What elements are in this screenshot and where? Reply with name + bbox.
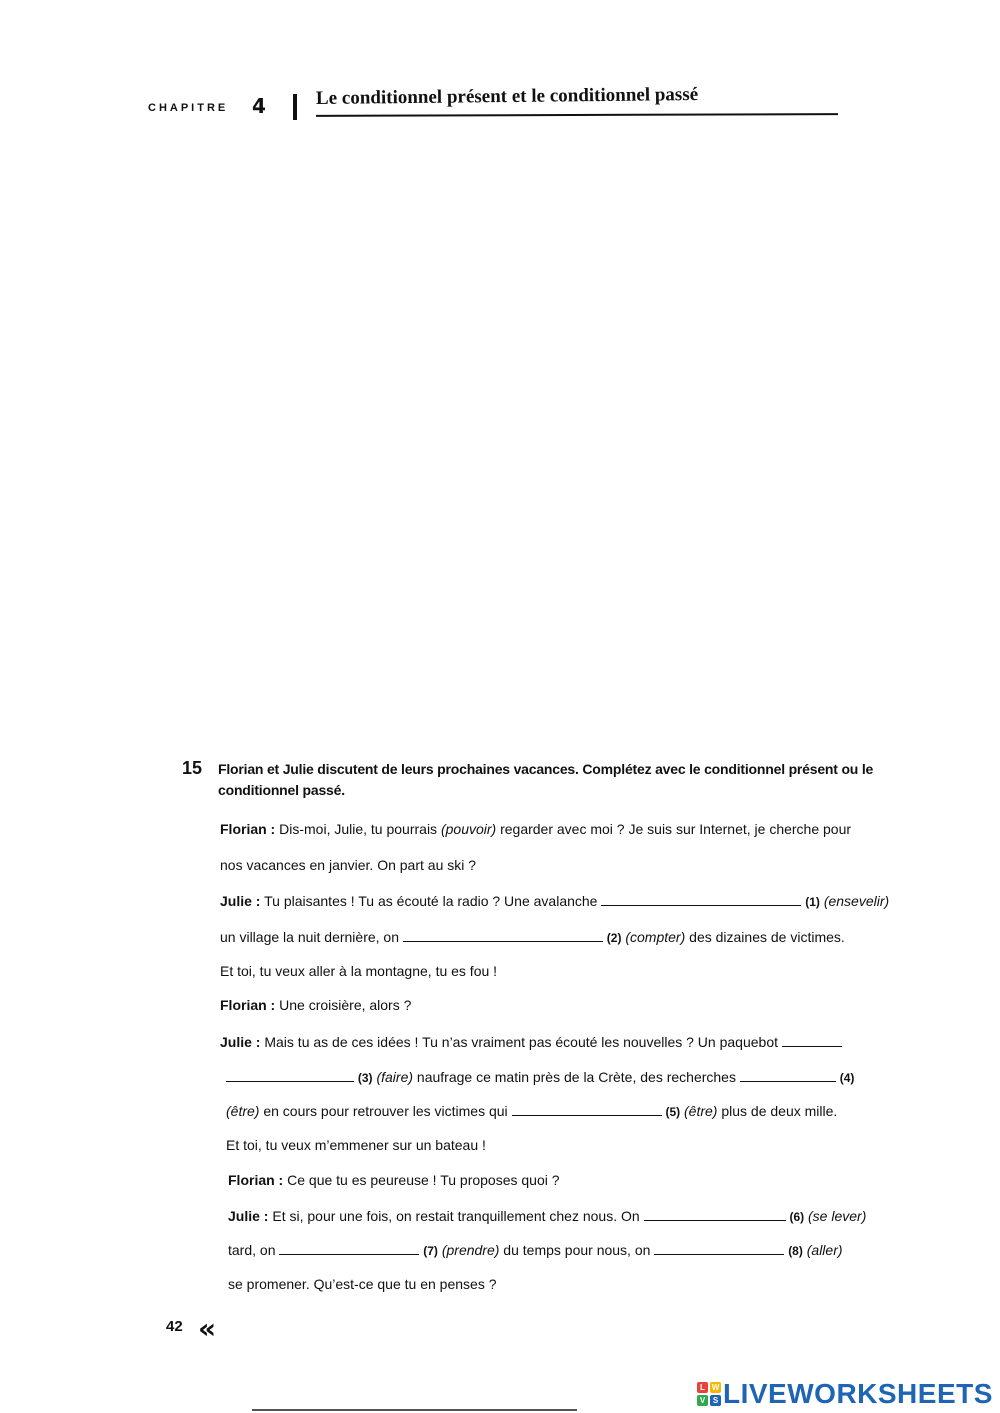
speaker-florian: Florian :	[220, 821, 276, 837]
answer-blank-2[interactable]	[403, 931, 603, 942]
dialogue-line-7: Julie : Mais tu as de ces idées ! Tu n’as vraiment pas écouté les nouvelles ? Un paquebot	[220, 1033, 842, 1051]
dialogue-line-12: Julie : Et si, pour une fois, on restait tranquillement chez nous. On (6) (se lever)	[228, 1208, 867, 1224]
answer-blank-5[interactable]	[512, 1105, 662, 1116]
chapter-label: CHAPITRE	[148, 102, 229, 114]
page-number: 42	[166, 1318, 183, 1335]
header-divider	[293, 94, 297, 120]
verb-hint: (être)	[226, 1103, 260, 1119]
verb-hint: (se lever)	[808, 1208, 867, 1224]
answer-blank-4[interactable]	[740, 1071, 836, 1082]
answer-blank-1[interactable]	[601, 895, 801, 906]
dialogue-line-10: Et toi, tu veux m’emmener sur un bateau !	[226, 1137, 486, 1153]
dialogue-line-2: nos vacances en janvier. On part au ski ?	[220, 857, 477, 873]
dialogue-line-9: (être) en cours pour retrouver les victimes qui (5) (être) plus de deux mille.	[226, 1103, 838, 1119]
dialogue-line-1: Florian : Dis-moi, Julie, tu pourrais (pouvoir) regarder avec moi ? Je suis sur Internet, je cherche pour	[220, 821, 852, 837]
chevron-left-icon: «	[198, 1312, 217, 1345]
answer-blank-6[interactable]	[644, 1210, 786, 1221]
bottom-rule	[252, 1409, 577, 1411]
answer-blank-3b[interactable]	[226, 1071, 354, 1082]
liveworksheets-brand	[697, 1378, 993, 1410]
chapter-number: 4	[252, 94, 266, 118]
speaker-julie: Julie :	[220, 1034, 261, 1050]
verb-hint: (faire)	[376, 1069, 414, 1085]
verb-hint: (aller)	[806, 1242, 843, 1258]
dialogue-line-5: Et toi, tu veux aller à la montagne, tu es fou !	[220, 963, 498, 979]
dialogue-line-8: (3) (faire) naufrage ce matin près de la Crète, des recherches (4)	[226, 1068, 854, 1087]
page-footer	[166, 1312, 217, 1345]
verb-hint: (ensevelir)	[823, 893, 890, 909]
dialogue-line-4: un village la nuit dernière, on (2) (compter) des dizaines de victimes.	[220, 929, 845, 945]
speaker-julie: Julie :	[220, 893, 261, 909]
dialogue-line-13: tard, on (7) (prendre) du temps pour nous, on (8) (aller)	[228, 1242, 843, 1258]
answer-blank-8[interactable]	[654, 1244, 784, 1255]
answer-blank-7[interactable]	[279, 1244, 419, 1255]
exercise-number: 15	[182, 758, 203, 778]
verb-hint: (prendre)	[441, 1242, 500, 1258]
dialogue-line-3: Julie : Tu plaisantes ! Tu as écouté la radio ? Une avalanche (1) (ensevelir)	[220, 893, 890, 909]
chapter-title: Le conditionnel présent et le conditionnel passé	[315, 83, 699, 109]
brand-name: LIVEWORKSHEETS	[723, 1378, 993, 1409]
liveworksheets-logo-icon: L W V S	[697, 1382, 721, 1406]
header-rule	[316, 113, 838, 117]
dialogue-line-14: se promener. Qu’est-ce que tu en penses ?	[228, 1276, 497, 1292]
speaker-florian: Florian :	[228, 1172, 284, 1188]
verb-hint: (compter)	[625, 929, 686, 945]
speaker-julie: Julie :	[228, 1208, 269, 1224]
speaker-florian: Florian :	[220, 997, 276, 1013]
answer-blank-3a[interactable]	[782, 1036, 842, 1047]
exercise-instruction: Florian et Julie discutent de leurs prochaines vacances. Complétez avec le conditionnel présent ou le conditionnel passé.	[218, 761, 874, 798]
dialogue-line-6: Florian : Une croisière, alors ?	[220, 997, 412, 1013]
chapter-header	[148, 83, 840, 120]
verb-hint: (pouvoir)	[440, 821, 497, 837]
dialogue-line-11: Florian : Ce que tu es peureuse ! Tu proposes quoi ?	[228, 1172, 560, 1188]
verb-hint: (être)	[684, 1103, 718, 1119]
